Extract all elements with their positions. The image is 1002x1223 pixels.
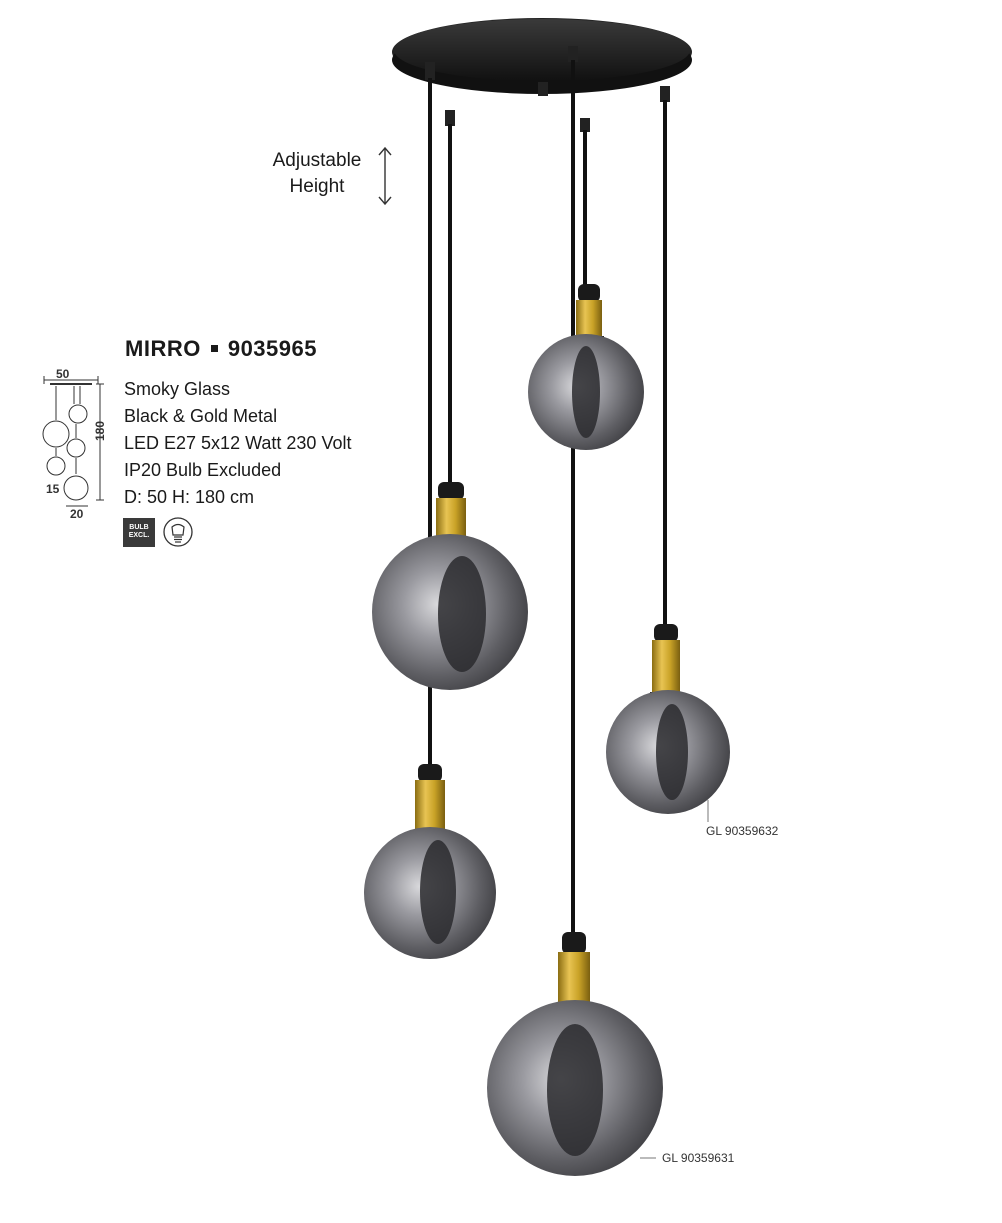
spare-part-small-glass: GL 90359632 [706,824,779,838]
spec-material-metal: Black & Gold Metal [124,406,278,426]
pendant-small-top [528,284,644,450]
bulb-excluded-badge [123,518,155,547]
led-bulb-icon [162,516,194,548]
spec-protection: IP20 Bulb Excluded [124,460,282,480]
ceiling-canopy [392,18,692,132]
title-separator [211,345,218,352]
product-code: 9035965 [227,336,317,361]
double-arrow-icon [379,148,391,204]
product-specs [124,376,351,511]
pendant-small-left [364,764,496,959]
spec-electrical: LED E27 5x12 Watt 230 Volt [124,433,352,453]
spare-part-large-glass: GL 90359631 [662,1151,735,1165]
product-name: MIRRO [125,336,201,361]
dimension-height-label: 180 [93,420,108,442]
adjustable-line1: Adjustable [272,150,362,171]
dimension-width-label: 50 [56,367,70,381]
bulb-badge-line2: EXCL. [128,532,150,539]
dimension-small-diameter-label: 15 [46,482,60,496]
pendant-small-right [606,624,730,814]
dimension-large-diameter-label: 20 [70,507,84,521]
adjustable-height-label [262,148,372,200]
pendant-large-left [372,482,528,690]
spec-material-glass: Smoky Glass [124,379,231,399]
spec-dimensions: D: 50 H: 180 cm [124,487,255,507]
product-title [125,336,317,362]
adjustable-line2: Height [289,176,345,197]
pendant-large-bottom [487,932,663,1176]
bulb-badge-line1: BULB [129,524,149,531]
